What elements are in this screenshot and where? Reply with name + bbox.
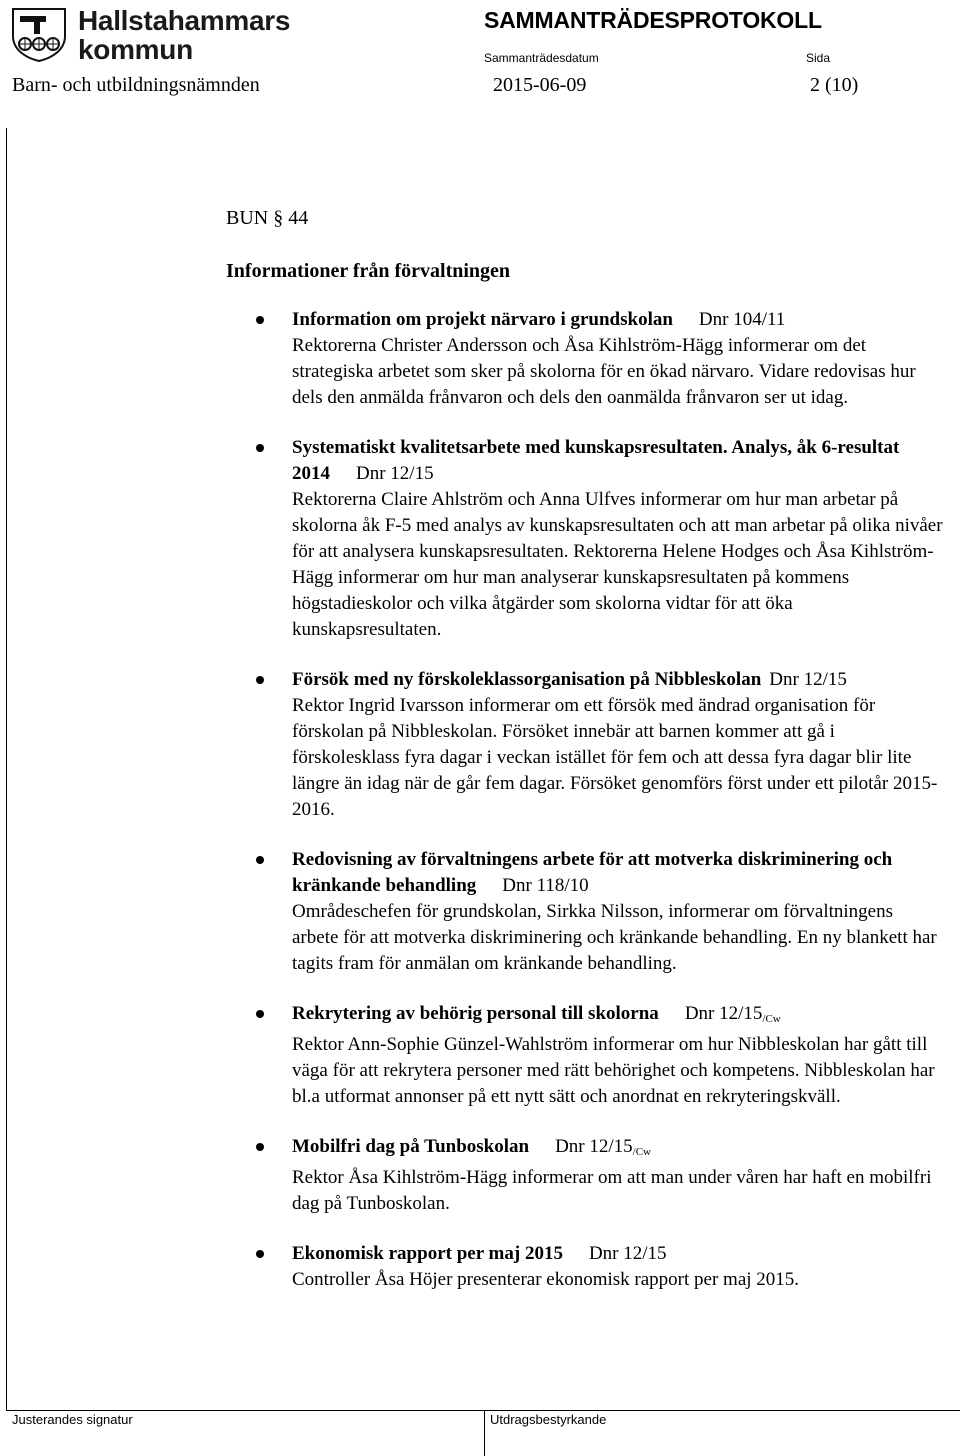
bullet-icon: [256, 316, 264, 324]
item-body: Rektor Ingrid Ivarsson informerar om ett försök med ändrad organisation för förskolan på Nibbleskolan. Försöket innebär att barnen kommer att gå i förskolesklass fyra dagar i veckan istället för fem och att dessa fyra dagar blir lite längre än idag när de går fem dagar. Försöket genomförs först under ett pilotår 2015-2016.: [292, 695, 938, 820]
item-dnr: [685, 1003, 781, 1024]
item-title: Ekonomisk rapport per maj 2015: [292, 1243, 563, 1264]
item-title: Rekrytering av behörig personal till skolorna: [292, 1003, 659, 1024]
item-body: Områdeschefen för grundskolan, Sirkka Nilsson, informerar om förvaltningens arbete för att motverka diskriminering och kränkande behandling. En ny blankett har tagits fram för anmälan om kränkande behandling.: [292, 901, 937, 974]
item-dnr: Dnr 104/11: [698, 309, 786, 330]
item-body: Rektor Åsa Kihlström-Hägg informerar om att man under våren har haft en mobilfri dag på Tunboskolan.: [292, 1167, 932, 1214]
item-dnr-suffix: /Cw: [762, 1013, 781, 1025]
bullet-icon: [256, 1010, 264, 1018]
item-title: Systematiskt kvalitetsarbete med kunskapsresultaten. Analys, åk 6-resultat 2014: [292, 437, 900, 484]
item-dnr: Dnr 12/15: [356, 463, 434, 484]
item-title: Redovisning av förvaltningens arbete för att motverka diskriminering och kränkande behandling: [292, 849, 893, 896]
municipality-name-line2: kommun: [78, 34, 193, 65]
item-dnr: Dnr 12/15: [769, 669, 847, 690]
item-title: Mobilfri dag på Tunboskolan: [292, 1136, 530, 1157]
agenda-item: [292, 847, 944, 977]
item-dnr: [555, 1136, 651, 1157]
item-body: Rektorerna Christer Andersson och Åsa Kihlström-Hägg informerar om det strategiska arbetet som sker på skolorna för en ökad närvaro. Vidare redovisas hur dels den anmälda frånvaron och dels den oanmälda frånvaron ser ut idag.: [292, 335, 916, 408]
page-label: Sida: [806, 51, 831, 65]
bullet-icon: [256, 1143, 264, 1151]
section-heading: Informationer från förvaltningen: [226, 260, 511, 282]
page-number: 2 (10): [810, 74, 859, 96]
meeting-date: 2015-06-09: [493, 74, 587, 96]
agenda-item: [292, 435, 944, 643]
item-title: Försök med ny förskoleklassorganisation på Nibbleskolan: [292, 669, 762, 690]
paragraph-number: BUN § 44: [226, 207, 309, 229]
agenda-item: [292, 667, 944, 823]
municipality-logo: [10, 6, 290, 64]
signature-label: Justerandes signatur: [12, 1412, 133, 1427]
agenda-item: [292, 1001, 944, 1110]
agenda-item: [292, 307, 944, 411]
item-body: Rektorerna Claire Ahlström och Anna Ulfves informerar om hur man arbetar på skolorna åk F-5 med analys av kunskapsresultaten och att man arbetar på olika nivåer för att analysera kunskapsresultaten. Rektorerna Helene Hodges och Åsa Kihlström-Hägg informerar om hur man analyserar kunskapsresultaten på kommens högstadieskolor och vilka åtgärder som skolorna vidtar för att öka kunskapsresultaten.: [292, 489, 943, 640]
item-dnr-number: Dnr 12/15: [684, 1003, 763, 1024]
item-body: Controller Åsa Höjer presenterar ekonomisk rapport per maj 2015.: [292, 1269, 800, 1290]
item-body: Rektor Ann-Sophie Günzel-Wahlström informerar om hur Nibbleskolan har gått till väga för att rekrytera personer med rätt behörighet och kompetens. Nibbleskolan har bl.a utformat annonser på ett nytt sätt och anordnat en rekryteringskväll.: [292, 1034, 935, 1107]
excerpt-verification-label: Utdragsbestyrkande: [490, 1412, 607, 1427]
municipality-name-line1: Hallstahammars: [78, 5, 291, 36]
item-dnr: Dnr 118/10: [502, 875, 589, 896]
item-dnr-number: Dnr 12/15: [555, 1136, 633, 1157]
item-dnr: Dnr 12/15: [588, 1243, 667, 1264]
bullet-icon: [256, 856, 264, 864]
footer-rule: [6, 1410, 960, 1411]
agenda-item-list: [292, 307, 944, 1317]
agenda-item: [292, 1134, 944, 1217]
coat-of-arms-icon: [10, 6, 68, 62]
bullet-icon: [256, 444, 264, 452]
margin-rule: [6, 128, 7, 1410]
item-title: Information om projekt närvaro i grundskolan: [292, 309, 673, 330]
item-dnr-suffix: /Cw: [632, 1146, 651, 1158]
board-name: Barn- och utbildningsnämnden: [12, 74, 260, 96]
bullet-icon: [256, 1250, 264, 1258]
agenda-item: [292, 1241, 944, 1293]
municipality-name: [78, 6, 290, 64]
bullet-icon: [256, 676, 264, 684]
document-type-title: SAMMANTRÄDESPROTOKOLL: [484, 7, 822, 33]
meeting-date-label: Sammanträdesdatum: [484, 51, 599, 65]
footer-divider: [484, 1410, 485, 1456]
